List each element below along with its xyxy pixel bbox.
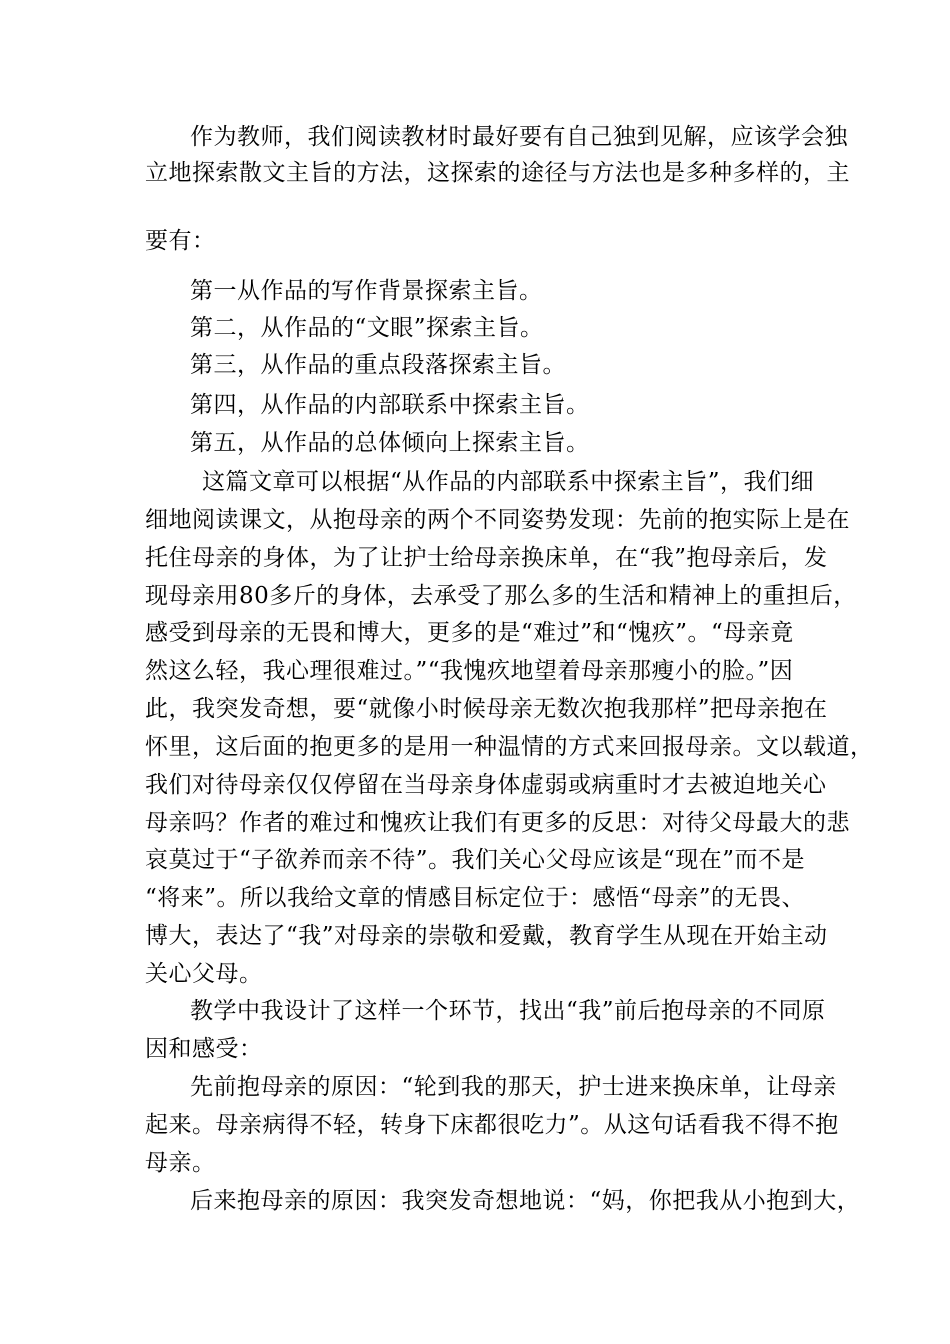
analysis-line-10: 母亲吗？作者的难过和愧疚让我们有更多的反思：对待父母最大的悲 <box>145 810 850 836</box>
intro-line-3: 要有： <box>145 228 216 254</box>
method-item-4: 第四，从作品的内部联系中探索主旨。 <box>190 392 590 418</box>
analysis-line-13: 博大，表达了“我”对母亲的崇敬和爱戴，教育学生从现在开始主动 <box>145 923 828 949</box>
teaching-line-2: 因和感受： <box>145 1036 263 1062</box>
analysis-line-8: 怀里，这后面的抱更多的是用一种温情的方式来回报母亲。文以载道， <box>145 734 874 760</box>
method-item-3: 第三，从作品的重点段落探索主旨。 <box>190 352 566 378</box>
intro-line-1: 作为教师，我们阅读教材时最好要有自己独到见解，应该学会独 <box>190 124 848 150</box>
method-item-1: 第一从作品的写作背景探索主旨。 <box>190 278 543 304</box>
first-reason-line-3: 母亲。 <box>145 1150 216 1176</box>
first-reason-line-2: 起来。母亲病得不轻，转身下床都很吃力”。从这句话看我不得不抱 <box>145 1112 839 1138</box>
analysis-line-14: 关心父母。 <box>145 961 263 987</box>
analysis-line-9: 我们对待母亲仅仅停留在当母亲身体虚弱或病重时才去被迫地关心 <box>145 772 827 798</box>
analysis-line-7: 此，我突发奇想，要“就像小时候母亲无数次抱我那样”把母亲抱在 <box>145 696 828 722</box>
analysis-line-6: 然这么轻，我心理很难过。”“我愧疚地望着母亲那瘦小的脸。”因 <box>145 658 794 684</box>
method-item-2: 第二，从作品的“文眼”探索主旨。 <box>190 315 544 341</box>
analysis-line-3: 托住母亲的身体，为了让护士给母亲换床单，在“我”抱母亲后，发 <box>145 545 828 571</box>
intro-line-2: 立地探索散文主旨的方法，这探索的途径与方法也是多种多样的，主 <box>145 160 850 186</box>
first-reason-line-1: 先前抱母亲的原因：“轮到我的那天，护士进来换床单，让母亲 <box>190 1074 837 1100</box>
analysis-line-11: 哀莫过于“子欲养而亲不待”。我们关心父母应该是“现在”而不是 <box>145 847 806 873</box>
analysis-line-4: 现母亲用80多斤的身体，去承受了那么多的生活和精神上的重担后， <box>145 583 857 609</box>
analysis-line-5: 感受到母亲的无畏和博大，更多的是“难过”和“愧疚”。“母亲竟 <box>145 620 794 646</box>
method-item-5: 第五，从作品的总体倾向上探索主旨。 <box>190 430 590 456</box>
teaching-line-1: 教学中我设计了这样一个环节，找出“我”前后抱母亲的不同原 <box>190 998 826 1024</box>
analysis-line-12: “将来”。所以我给文章的情感目标定位于：感悟“母亲”的无畏、 <box>145 885 806 911</box>
later-reason-line-1: 后来抱母亲的原因：我突发奇想地说：“妈，你把我从小抱到大， <box>190 1188 861 1214</box>
analysis-line-1: 这篇文章可以根据“从作品的内部联系中探索主旨”，我们细 <box>202 469 815 495</box>
analysis-line-2: 细地阅读课文，从抱母亲的两个不同姿势发现：先前的抱实际上是在 <box>145 507 850 533</box>
